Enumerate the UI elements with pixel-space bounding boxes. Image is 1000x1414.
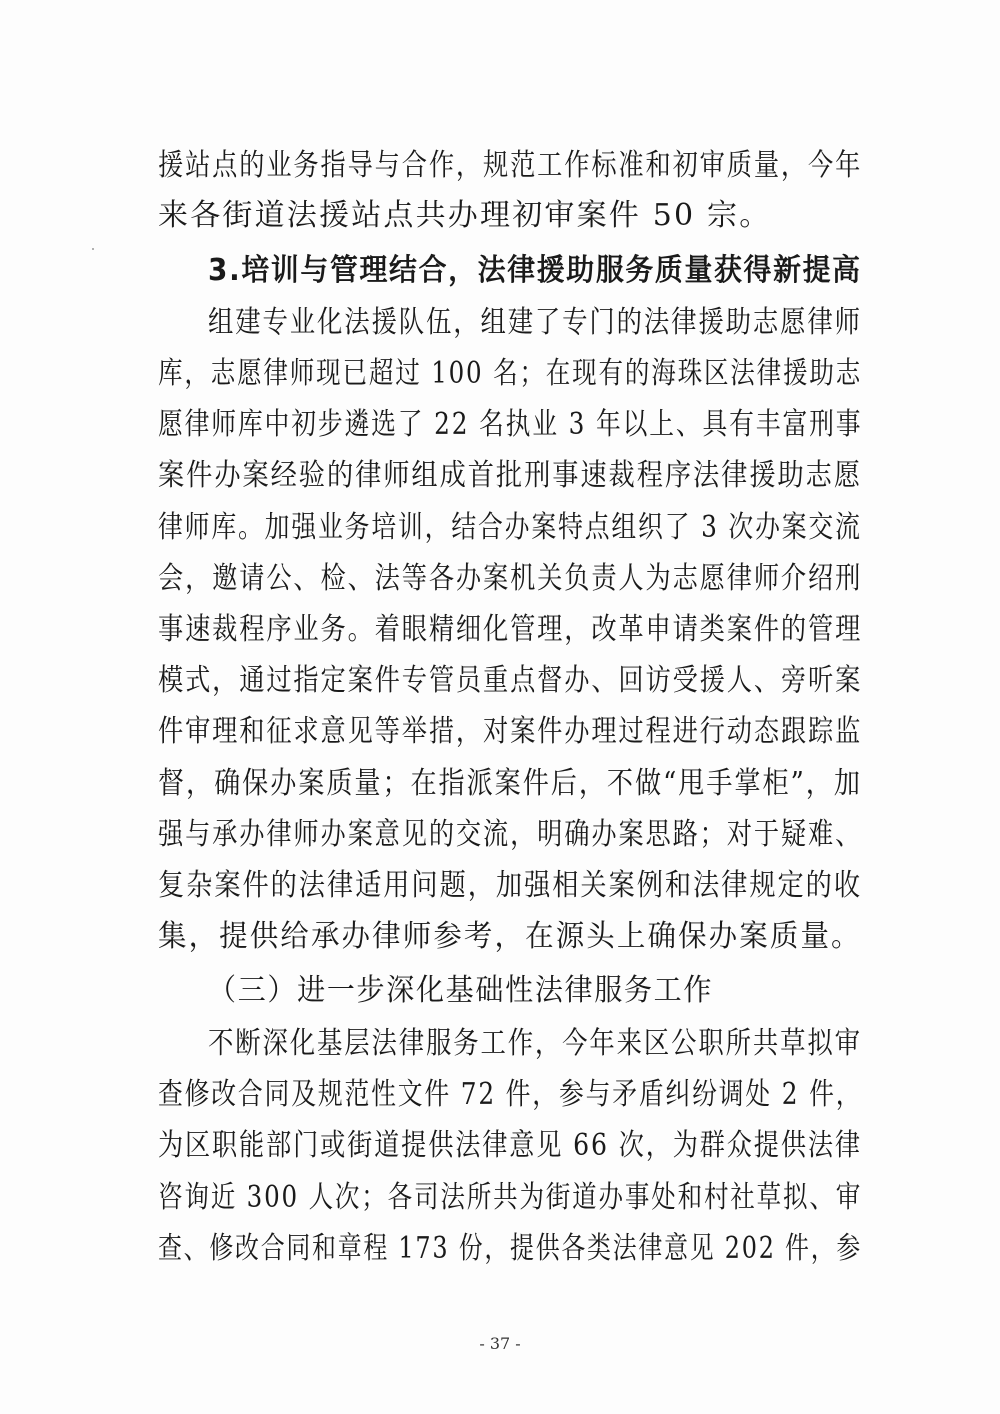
body-text-line: 模式，通过指定案件专管员重点督办、回访受援人、旁听案 — [158, 663, 863, 698]
body-text-line: 愿律师库中初步遴选了 22 名执业 3 年以上、具有丰富刑事 — [158, 407, 863, 442]
body-text-line: 查、修改合同和章程 173 份，提供各类法律意见 202 件，参 — [158, 1231, 863, 1266]
section-heading: 3.培训与管理结合，法律援助服务质量获得新提高 — [208, 253, 862, 288]
body-text-line: 查修改合同及规范性文件 72 件，参与矛盾纠纷调处 2 件， — [158, 1077, 863, 1112]
scan-speck — [92, 248, 94, 250]
body-text-line: 援站点的业务指导与合作，规范工作标准和初审质量，今年 — [158, 148, 863, 183]
body-text-line: 会，邀请公、检、法等各办案机关负责人为志愿律师介绍刑 — [158, 561, 863, 596]
body-text-line: 案件办案经验的律师组成首批刑事速裁程序法律援助志愿 — [158, 458, 862, 493]
body-text-line: 库，志愿律师现已超过 100 名；在现有的海珠区法律援助志 — [158, 356, 863, 391]
body-text-line: 件审理和征求意见等举措，对案件办理过程进行动态跟踪监 — [158, 714, 863, 749]
body-text-line: 事速裁程序业务。着眼精细化管理，改革申请类案件的管理 — [158, 612, 863, 647]
body-text-line: 集，提供给承办律师参考，在源头上确保办案质量。 — [158, 919, 862, 954]
body-text-line: 不断深化基层法律服务工作，今年来区公职所共草拟审 — [208, 1026, 862, 1061]
body-text-line: 强与承办律师办案意见的交流，明确办案思路；对于疑难、 — [158, 817, 863, 852]
body-text-line: 律师库。加强业务培训，结合办案特点组织了 3 次办案交流 — [158, 510, 862, 545]
body-text-line: 为区职能部门或街道提供法律意见 66 次，为群众提供法律 — [158, 1128, 862, 1163]
subsection-heading: （三）进一步深化基础性法律服务工作 — [208, 973, 714, 1008]
body-text-line: 咨询近 300 人次；各司法所共为街道办事处和村社草拟、审 — [158, 1180, 863, 1215]
body-text-line: 来各街道法援站点共办理初审案件 50 宗。 — [158, 198, 772, 233]
body-text-line: 组建专业化法援队伍，组建了专门的法律援助志愿律师 — [208, 305, 862, 340]
body-text-line: 复杂案件的法律适用问题，加强相关案例和法律规定的收 — [158, 868, 862, 903]
page-number: - 37 - — [479, 1334, 521, 1353]
body-text-line: 督，确保办案质量；在指派案件后，不做“甩手掌柜”，加 — [158, 766, 862, 801]
